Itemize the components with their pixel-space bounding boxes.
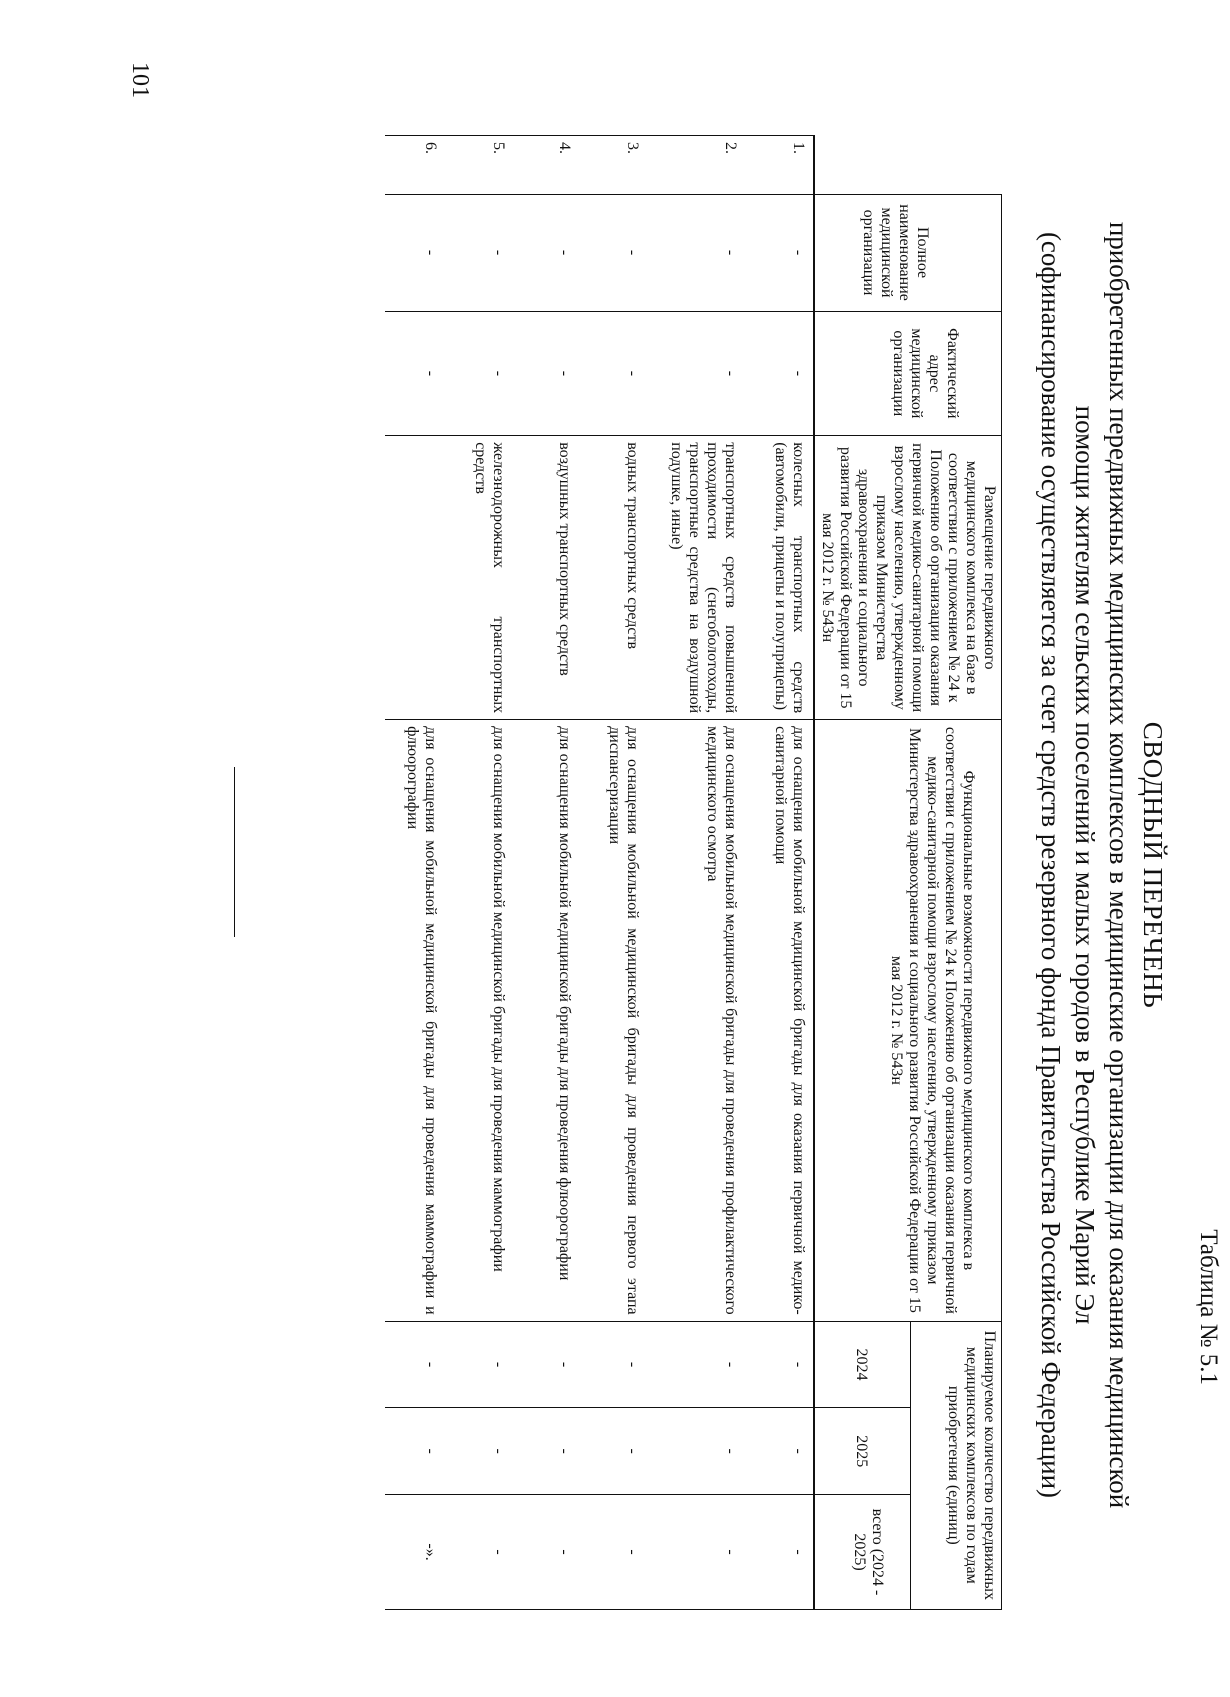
title-block [1034, 95, 1170, 1635]
row-placement: колесных транспортных средств (автомобили, прицепы и полуприцепы) [745, 436, 814, 720]
row-2024: - [647, 1321, 745, 1408]
row-function: для оснащения мобильной медицинской бригады для проведения профилактического медицинского осмотра [647, 720, 745, 1322]
row-org-name: - [385, 194, 445, 311]
header-total: всего (2024 - 2025) [814, 1495, 910, 1610]
document-subtitle-line-3: (софинансирование осуществляется за счет средств резервного фонда Правительства Российской Федерации) [1036, 231, 1066, 1499]
rotated-document-sheet [210, 95, 1230, 1635]
row-placement: транспортных средств повышенной проходимости (снегоболотоходы, транспортные средства на воздушной подушке, иные) [647, 436, 745, 720]
row-function: для оснащения мобильной медицинской бригады для оказания первичной медико-санитарной помощи [745, 720, 814, 1322]
row-number: 3. [579, 136, 647, 195]
row-number: 6. [385, 136, 445, 195]
row-function: для оснащения мобильной медицинской бригады для проведения флюорографии [513, 720, 579, 1322]
header-functions: Функциональные возможности передвижного медицинского комплекса в соответствии с приложением № 24 к Положению об организации оказания первичной медико-санитарной помощи взрослому населению, утвержденному приказом Министерства здравоохранения и социального развития Российской Федерации от 15 мая 2012 г. № 543н [814, 720, 1002, 1322]
table-row [445, 136, 513, 1610]
table-label: Таблица № 5.1 [1195, 1229, 1222, 1385]
row-total: - [745, 1495, 814, 1610]
header-placement: Размещение передвижного медицинского комплекса на базе в соответствии с приложением № 24 к Положению об организации оказания первичной медико-санитарной помощи взрослому населению, утвержденному приказом Министерства здравоохранения и социального развития Российской Федерации от 15 мая 2012 г. № 543н [814, 436, 1002, 720]
row-org-name: - [579, 194, 647, 311]
row-function: для оснащения мобильной медицинской бригады для проведения маммографии [445, 720, 513, 1322]
row-placement: водных транспортных средств [579, 436, 647, 720]
table-row [513, 136, 579, 1610]
row-address: - [513, 311, 579, 436]
header-address: Фактический адрес медицинской организации [814, 311, 1002, 436]
document-title: СВОДНЫЙ ПЕРЕЧЕНЬ [1138, 721, 1168, 1009]
header-planned-count: Планируемое количество передвижных медицинских комплексов по годам приобретения (единиц) [910, 1321, 1001, 1609]
row-2025: - [579, 1408, 647, 1495]
header-year-2024: 2024 [814, 1321, 910, 1408]
row-org-name: - [445, 194, 513, 311]
row-placement: железнодорожных транспортных средств [445, 436, 513, 720]
row-function: для оснащения мобильной медицинской бригады для проведения первого этапа диспансеризации [579, 720, 647, 1322]
row-org-name: - [513, 194, 579, 311]
table-row [579, 136, 647, 1610]
row-2025: - [513, 1408, 579, 1495]
row-org-name: - [745, 194, 814, 311]
document-subtitle-line-2: помощи жителям сельских поселений и малых городов в Республике Марий Эл [1070, 405, 1100, 1325]
row-address: - [647, 311, 745, 436]
row-function: для оснащения мобильной медицинской бригады для проведения маммографии и флюорографии [385, 720, 445, 1322]
closing-rule [234, 767, 235, 937]
row-total: -». [385, 1495, 445, 1610]
row-address: - [579, 311, 647, 436]
row-2024: - [385, 1321, 445, 1408]
table-row [385, 136, 445, 1610]
header-year-2025: 2025 [814, 1408, 910, 1495]
row-2025: - [445, 1408, 513, 1495]
table-header-row [910, 136, 1001, 1610]
row-number: 1. [745, 136, 814, 195]
row-total: - [445, 1495, 513, 1610]
row-2025: - [745, 1408, 814, 1495]
header-number [814, 136, 1002, 195]
row-org-name: - [647, 194, 745, 311]
table-row [745, 136, 814, 1610]
document-subtitle-line-1: приобретенных передвижных медицинских комплексов в медицинские организации для оказания медицинской [1104, 221, 1134, 1509]
row-address: - [745, 311, 814, 436]
row-number: 2. [647, 136, 745, 195]
row-address: - [385, 311, 445, 436]
table-row [647, 136, 745, 1610]
row-address: - [445, 311, 513, 436]
row-2024: - [745, 1321, 814, 1408]
row-total: - [579, 1495, 647, 1610]
row-2024: - [445, 1321, 513, 1408]
row-number: 4. [513, 136, 579, 195]
row-placement: воздушных транспортных средств [513, 436, 579, 720]
header-org-name: Полное наименование медицинской организации [814, 194, 1002, 311]
summary-table [385, 135, 1002, 1610]
row-number: 5. [445, 136, 513, 195]
row-2024: - [513, 1321, 579, 1408]
row-total: - [647, 1495, 745, 1610]
row-placement [385, 436, 445, 720]
row-2025: - [647, 1408, 745, 1495]
row-2024: - [579, 1321, 647, 1408]
page-number: 101 [127, 62, 154, 98]
row-total: - [513, 1495, 579, 1610]
row-2025: - [385, 1408, 445, 1495]
